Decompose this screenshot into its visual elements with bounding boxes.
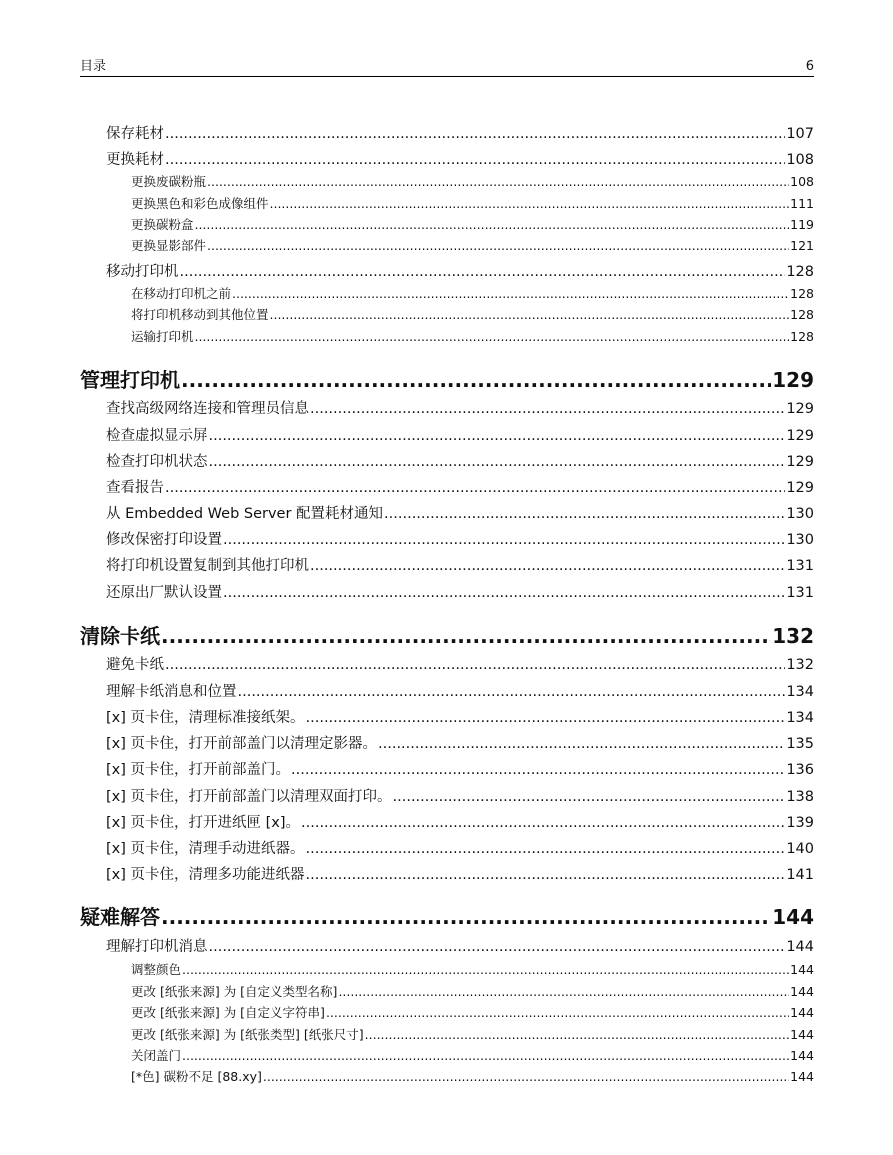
toc-entry-title: 从 Embedded Web Server 配置耗材通知 [106,506,384,522]
toc-section[interactable] [106,530,814,550]
toc-dot-leader [165,655,785,675]
toc-entry-page: 136 [786,762,814,778]
toc-entry-title: 更换耗材 [106,152,164,168]
toc-entry-page: 128 [790,286,814,301]
toc-entry-page: 132 [772,624,814,648]
toc-section[interactable] [106,813,814,833]
toc-subsection[interactable] [131,1004,814,1022]
toc-section[interactable] [106,655,814,675]
toc-entry-title: 移动打印机 [106,264,179,280]
toc-section[interactable] [106,865,814,885]
toc-entry-title: 查看报告 [106,480,164,496]
toc-entry-title: [x] 页卡住，打开前部盖门以清理双面打印。 [106,789,392,805]
toc-subsection[interactable] [131,237,814,255]
toc-entry-title: 理解打印机消息 [106,939,208,955]
toc-dot-leader [306,708,786,728]
toc-section[interactable] [106,708,814,728]
toc-entry-title: 清除卡纸 [80,624,160,648]
toc-dot-leader [238,682,786,702]
toc-dot-leader [181,366,771,394]
toc-dot-leader [209,426,786,446]
toc-entry-title: 更换黑色和彩色成像组件 [131,196,269,211]
toc-dot-leader [263,1068,789,1086]
toc-entry-title: 关闭盖门 [131,1048,182,1063]
toc-dot-leader [232,285,789,303]
toc-dot-leader [165,478,785,498]
toc-section[interactable] [106,760,814,780]
toc-entry-title: 将打印机移动到其他位置 [131,307,269,322]
toc-entry-title: 更改 [纸张来源] 为 [自定义字符串] [131,1005,325,1020]
toc-entry-page: 138 [786,789,814,805]
toc-entry-page: 144 [790,984,814,999]
toc-dot-leader [306,865,786,885]
toc-entry-title: 调整颜色 [131,962,182,977]
toc-entry-page: 140 [786,841,814,857]
toc-entry-page: 134 [786,710,814,726]
toc-section[interactable] [106,583,814,603]
toc-entry-page: 129 [786,454,814,470]
toc-dot-leader [270,306,790,324]
toc-dot-leader [378,734,785,754]
toc-entry-title: 疑难解答 [80,905,160,929]
toc-entry-title: 运输打印机 [131,329,194,344]
toc-entry-page: 129 [786,401,814,417]
toc-dot-leader [306,839,786,859]
toc-entry-page: 144 [790,1027,814,1042]
toc-subsection[interactable] [131,1026,814,1044]
toc-section[interactable] [106,478,814,498]
toc-entry-page: 129 [786,428,814,444]
toc-section[interactable] [106,556,814,576]
toc-dot-leader [223,530,785,550]
toc-entry-title: 保存耗材 [106,126,164,142]
toc-entry-page: 144 [790,1048,814,1063]
toc-entry-page: 141 [786,867,814,883]
toc-entry-title: 修改保密打印设置 [106,532,222,548]
toc-entry-title: 理解卡纸消息和位置 [106,684,237,700]
toc-dot-leader [326,1004,789,1022]
toc-entry-page: 130 [786,506,814,522]
toc-entry-page: 134 [786,684,814,700]
toc-dot-leader [209,452,786,472]
toc-chapter[interactable] [80,366,814,394]
toc-entry-title: [x] 页卡住，清理标准接纸架。 [106,710,305,726]
toc-entry-title: 检查虚拟显示屏 [106,428,208,444]
toc-entry-page: 144 [790,1069,814,1084]
toc-dot-leader [207,237,789,255]
header-page-number: 6 [805,59,814,74]
toc-section[interactable] [106,504,814,524]
toc-dot-leader [223,583,785,603]
toc-dot-leader [182,961,789,979]
toc-entry-title: 避免卡纸 [106,657,164,673]
toc-entry-page: 139 [786,815,814,831]
toc-entry-page: 144 [790,1005,814,1020]
toc-subsection[interactable] [131,1068,814,1086]
toc-section[interactable] [106,150,814,170]
toc-dot-leader [195,216,790,234]
toc-section[interactable] [106,937,814,957]
toc-entry-title: 将打印机设置复制到其他打印机 [106,558,309,574]
toc-dot-leader [291,760,785,780]
toc-section[interactable] [106,787,814,807]
toc-section[interactable] [106,682,814,702]
toc-dot-leader [195,328,790,346]
toc-entry-title: 在移动打印机之前 [131,286,232,301]
toc-subsection[interactable] [131,328,814,346]
toc-entry-title: [x] 页卡住，打开前部盖门。 [106,762,291,778]
toc-entry-title: [x] 页卡住，清理多功能进纸器 [106,867,305,883]
toc-dot-leader [384,504,785,524]
toc-section[interactable] [106,399,814,419]
toc-section[interactable] [106,839,814,859]
toc-entry-page: 121 [790,238,814,253]
toc-entry-title: 检查打印机状态 [106,454,208,470]
toc-dot-leader [207,173,789,191]
toc-dot-leader [182,1047,789,1065]
toc-entry-title: [x] 页卡住，打开前部盖门以清理定影器。 [106,736,378,752]
toc-entry-title: [x] 页卡住，清理手动进纸器。 [106,841,305,857]
toc-entry-title: 更改 [纸张来源] 为 [纸张类型] [纸张尺寸] [131,1027,364,1042]
toc-entry-page: 129 [772,368,814,392]
toc-entry-page: 144 [786,939,814,955]
toc-dot-leader [365,1026,789,1044]
toc-dot-leader [301,813,785,833]
toc-entry-title: 更改 [纸张来源] 为 [自定义类型名称] [131,984,338,999]
toc-dot-leader [393,787,786,807]
toc-entry-page: 108 [786,152,814,168]
toc-dot-leader [165,150,785,170]
header-section-title: 目录 [80,59,107,74]
toc-entry-page: 132 [786,657,814,673]
toc-dot-leader [270,195,790,213]
toc-entry-page: 108 [790,174,814,189]
toc-subsection[interactable] [131,306,814,324]
toc-entry-page: 144 [790,962,814,977]
toc-entry-page: 130 [786,532,814,548]
toc-entry-page: 131 [786,558,814,574]
toc-subsection[interactable] [131,1047,814,1065]
toc-section[interactable] [106,734,814,754]
toc-chapter[interactable] [80,903,814,931]
toc-entry-page: 128 [790,329,814,344]
toc-subsection[interactable] [131,961,814,979]
toc-entry-title: 更换显影部件 [131,238,207,253]
toc-entry-title: 更换废碳粉瓶 [131,174,207,189]
toc-entry-page: 128 [790,307,814,322]
toc-entry-title: 更换碳粉盒 [131,217,194,232]
toc-entry-title: [*色] 碳粉不足 [88.xy] [131,1069,262,1084]
toc-dot-leader [338,983,789,1001]
header-divider [80,76,814,77]
toc-entry-page: 131 [786,585,814,601]
toc-dot-leader [180,262,786,282]
toc-dot-leader [165,124,785,144]
toc-subsection[interactable] [131,285,814,303]
toc-entry-title: 管理打印机 [80,368,180,392]
toc-section[interactable] [106,124,814,144]
toc-subsection[interactable] [131,195,814,213]
toc-dot-leader [310,399,785,419]
toc-subsection[interactable] [131,216,814,234]
toc-dot-leader [209,937,786,957]
toc-section[interactable] [106,262,814,282]
toc-dot-leader [161,622,771,650]
toc-entry-title: 查找高级网络连接和管理员信息 [106,401,309,417]
toc-entry-title: [x] 页卡住，打开进纸匣 [x]。 [106,815,301,831]
toc-section[interactable] [106,426,814,446]
toc-entry-page: 128 [786,264,814,280]
toc-entry-page: 129 [786,480,814,496]
toc-entry-page: 107 [786,126,814,142]
toc-subsection[interactable] [131,173,814,191]
toc-chapter[interactable] [80,622,814,650]
toc-entry-title: 还原出厂默认设置 [106,585,222,601]
toc-dot-leader [310,556,785,576]
toc-entry-page: 135 [786,736,814,752]
toc-entry-page: 119 [790,217,814,232]
page-header [80,58,814,76]
toc-dot-leader [161,903,771,931]
toc-entry-page: 144 [772,905,814,929]
toc-entry-page: 111 [790,196,814,211]
toc-subsection[interactable] [131,983,814,1001]
toc-section[interactable] [106,452,814,472]
